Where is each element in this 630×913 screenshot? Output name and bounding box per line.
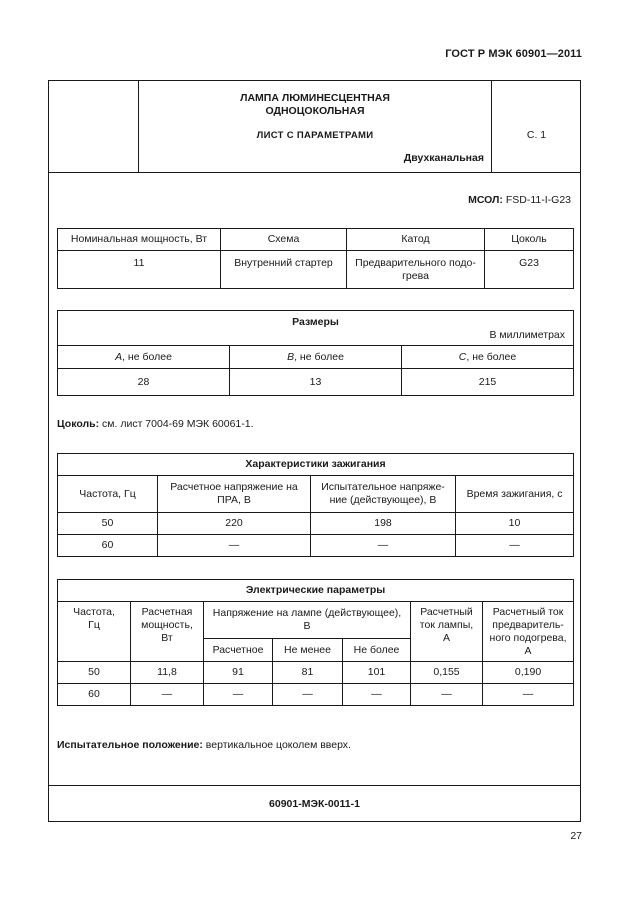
table-cell: 198 — [311, 513, 456, 535]
base-note-label: Цоколь: — [57, 418, 100, 430]
table-cell: 0,155 — [411, 662, 483, 684]
header-cell: Время зажигания, с — [456, 476, 574, 513]
ignition-table — [57, 453, 574, 557]
lamp-title-line1: ЛАМПА ЛЮМИНЕСЦЕНТНАЯ — [240, 92, 390, 104]
base-cell: G23 — [485, 251, 574, 289]
dimensions-title: Размеры — [292, 316, 339, 328]
page-number: 27 — [570, 830, 582, 842]
dim-value: 13 — [230, 369, 402, 396]
dim-var-a: A — [115, 350, 123, 363]
dim-var-b: B — [287, 350, 295, 363]
header-divider-right — [491, 80, 492, 172]
sheet-frame — [48, 80, 581, 822]
header-cell: Расчетный ток предваритель- ного подогрева, А — [483, 602, 574, 662]
table-cell: 50 — [58, 513, 158, 535]
header-cell: Цоколь — [485, 229, 574, 251]
header-cell: Частота, Гц — [58, 476, 158, 513]
header-cell: Не более — [343, 639, 411, 662]
scheme-cell: Внутренний стартер — [221, 251, 347, 289]
table-cell: — — [204, 684, 273, 706]
header-cell: Испытательное напряже- ние (действующее), В — [311, 476, 456, 513]
mcol-value: FSD-11-I-G23 — [502, 194, 571, 206]
header-cell: Схема — [221, 229, 347, 251]
table-cell: 50 — [58, 662, 131, 684]
ignition-title: Характеристики зажигания — [58, 454, 574, 476]
header-divider-left — [138, 80, 139, 172]
dim-qualifier: , не более — [122, 350, 172, 363]
header-cell: Расчетный ток лампы, А — [411, 602, 483, 662]
sheet-caption: ЛИСТ С ПАРАМЕТРАМИ — [256, 130, 374, 141]
table-cell: 220 — [158, 513, 311, 535]
header-cell — [230, 346, 402, 369]
dim-value: 28 — [58, 369, 230, 396]
test-position-text: вертикальное цоколем вверх. — [202, 739, 351, 751]
table-cell: 11,8 — [131, 662, 204, 684]
main-parameters-table — [57, 228, 574, 289]
electrical-table — [57, 579, 574, 706]
lamp-variant: Двухканальная — [403, 152, 484, 164]
table-cell: 60 — [58, 684, 131, 706]
table-cell: — — [131, 684, 204, 706]
dim-var-c: C — [458, 350, 467, 363]
table-cell: 60 — [58, 535, 158, 557]
header-cell — [402, 346, 574, 369]
lamp-title-line2: ОДНОЦОКОЛЬНАЯ — [265, 105, 365, 117]
header-cell: Не менее — [273, 639, 343, 662]
table-cell: — — [158, 535, 311, 557]
dimensions-unit: В миллиметрах — [489, 329, 566, 341]
header-cell: Расчетное напряжение на ПРА, В — [158, 476, 311, 513]
base-note — [57, 418, 254, 430]
dim-qualifier: , не более — [466, 350, 517, 363]
table-cell: — — [273, 684, 343, 706]
table-cell: — — [456, 535, 574, 557]
mcol-label: МСОЛ: — [468, 194, 503, 206]
table-cell: — — [311, 535, 456, 557]
header-cell: Расчетная мощность, Вт — [131, 602, 204, 662]
header-cell: Частота, Гц — [58, 602, 131, 662]
table-cell: — — [483, 684, 574, 706]
dimensions-caption-cell — [58, 311, 574, 346]
header-cell: Катод — [347, 229, 485, 251]
table-cell: 0,190 — [483, 662, 574, 684]
dim-qualifier: , не более — [294, 350, 344, 363]
sheet-code: 60901-МЭК-0011-1 — [269, 798, 360, 810]
table-cell: — — [343, 684, 411, 706]
power-cell: 11 — [58, 251, 221, 289]
dimensions-table — [57, 310, 574, 396]
dim-value: 215 — [402, 369, 574, 396]
standard-designation: ГОСТ Р МЭК 60901—2011 — [445, 48, 582, 60]
header-cell — [58, 346, 230, 369]
header-cell: Номинальная мощность, Вт — [58, 229, 221, 251]
table-cell: 101 — [343, 662, 411, 684]
footer-top-rule — [48, 785, 581, 786]
table-cell: — — [411, 684, 483, 706]
test-position-label: Испытательное положение: — [57, 739, 203, 751]
mcol-designation — [468, 194, 571, 206]
table-cell: 91 — [204, 662, 273, 684]
base-note-text: см. лист 7004-69 МЭК 60061-1. — [99, 418, 254, 430]
header-bottom-rule — [48, 172, 581, 173]
test-position-note — [57, 739, 351, 751]
table-cell: 81 — [273, 662, 343, 684]
sheet-page: С. 1 — [526, 129, 547, 141]
header-cell: Расчетное — [204, 639, 273, 662]
electrical-title: Электрические параметры — [58, 580, 574, 602]
cathode-cell: Предварительного подо- грева — [347, 251, 485, 289]
table-cell: 10 — [456, 513, 574, 535]
header-cell: Напряжение на лампе (действующее), В — [204, 602, 411, 639]
